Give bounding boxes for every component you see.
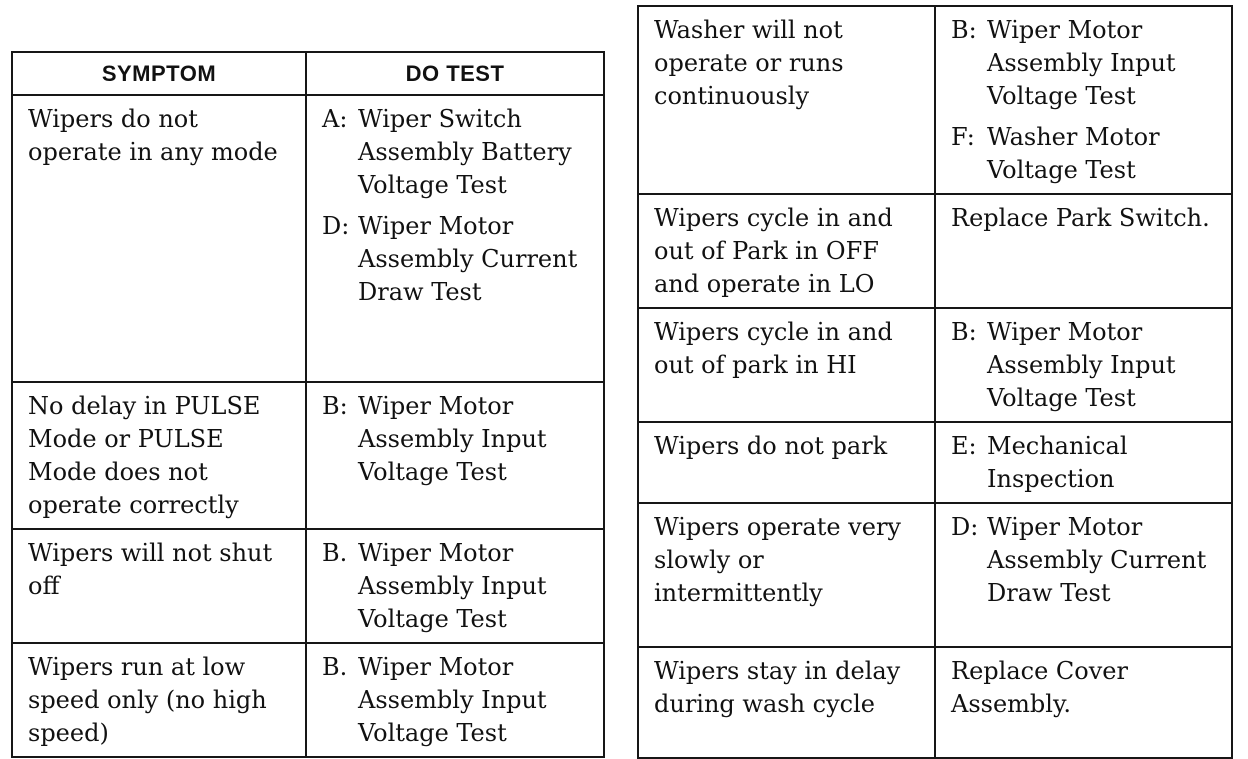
test-code: B: bbox=[322, 392, 348, 420]
symptom-cell bbox=[638, 647, 935, 758]
symptom-cell bbox=[12, 529, 306, 643]
table-header-row bbox=[12, 52, 604, 95]
test-code: B. bbox=[322, 539, 348, 567]
do-test-cell bbox=[306, 529, 604, 643]
table-row bbox=[12, 643, 604, 757]
symptom-column-header: SYMPTOM bbox=[12, 52, 306, 95]
table-row bbox=[638, 308, 1232, 422]
test-name: Wiper Motor Assembly Input Voltage Test bbox=[358, 539, 547, 633]
symptom-text: Wipers cycle in and out of Park in OFF and operate in LO bbox=[654, 204, 893, 298]
test-reference bbox=[322, 390, 593, 489]
symptom-cell bbox=[12, 382, 306, 529]
do-test-cell bbox=[935, 308, 1232, 422]
test-reference bbox=[951, 316, 1221, 415]
test-reference bbox=[951, 14, 1221, 113]
do-test-column-header: DO TEST bbox=[306, 52, 604, 95]
test-reference bbox=[322, 210, 593, 309]
action-text: Replace Park Switch. bbox=[951, 204, 1210, 232]
table-row bbox=[12, 95, 604, 382]
test-name: Wiper Motor Assembly Input Voltage Test bbox=[358, 392, 547, 486]
test-code: B: bbox=[951, 16, 977, 44]
test-reference bbox=[951, 511, 1221, 610]
test-code: F: bbox=[951, 123, 975, 151]
do-test-cell bbox=[935, 194, 1232, 308]
test-reference bbox=[322, 537, 593, 636]
test-name: Wiper Motor Assembly Current Draw Test bbox=[358, 212, 578, 306]
symptom-test-table-right bbox=[637, 5, 1233, 759]
test-code: D: bbox=[322, 212, 350, 240]
table-row bbox=[638, 647, 1232, 758]
do-test-cell bbox=[935, 647, 1232, 758]
test-code: D: bbox=[951, 513, 979, 541]
test-name: Washer Motor Voltage Test bbox=[987, 123, 1160, 184]
test-code: B. bbox=[322, 653, 348, 681]
symptom-cell bbox=[638, 308, 935, 422]
test-code: E: bbox=[951, 432, 977, 460]
symptom-text: Wipers will not shut off bbox=[28, 539, 273, 600]
do-test-cell bbox=[935, 422, 1232, 503]
table-row bbox=[12, 529, 604, 643]
symptom-cell bbox=[638, 503, 935, 647]
symptom-text: Wipers cycle in and out of park in HI bbox=[654, 318, 893, 379]
test-code: A: bbox=[322, 105, 348, 133]
symptom-test-table-left bbox=[11, 51, 605, 758]
test-reference bbox=[322, 103, 593, 202]
symptom-text: Wipers do not park bbox=[654, 432, 888, 460]
symptom-cell bbox=[12, 95, 306, 382]
test-name: Wiper Switch Assembly Battery Voltage Test bbox=[358, 105, 572, 199]
do-test-cell bbox=[935, 6, 1232, 194]
table-row bbox=[638, 194, 1232, 308]
test-reference bbox=[951, 430, 1221, 496]
table-row bbox=[638, 6, 1232, 194]
test-name: Wiper Motor Assembly Input Voltage Test bbox=[987, 16, 1176, 110]
symptom-text: Wipers do not operate in any mode bbox=[28, 105, 278, 166]
symptom-cell bbox=[638, 6, 935, 194]
test-code: B: bbox=[951, 318, 977, 346]
symptom-text: Wipers operate very slowly or intermittently bbox=[654, 513, 901, 607]
do-test-cell bbox=[935, 503, 1232, 647]
symptom-text: Washer will not operate or runs continuously bbox=[654, 16, 844, 110]
test-name: Wiper Motor Assembly Input Voltage Test bbox=[358, 653, 547, 747]
action-text: Replace Cover Assembly. bbox=[951, 657, 1128, 718]
symptom-cell bbox=[12, 643, 306, 757]
test-reference bbox=[951, 121, 1221, 187]
symptom-text: Wipers run at low speed only (no high speed) bbox=[28, 653, 267, 747]
do-test-cell bbox=[306, 95, 604, 382]
do-test-cell bbox=[306, 382, 604, 529]
test-name: Wiper Motor Assembly Input Voltage Test bbox=[987, 318, 1176, 412]
do-test-cell bbox=[306, 643, 604, 757]
symptom-text: No delay in PULSE Mode or PULSE Mode does not operate correctly bbox=[28, 392, 261, 519]
symptom-text: Wipers stay in delay during wash cycle bbox=[654, 657, 901, 718]
test-name: Mechanical Inspection bbox=[987, 432, 1128, 493]
table-row bbox=[12, 382, 604, 529]
symptom-cell bbox=[638, 194, 935, 308]
table-row bbox=[638, 422, 1232, 503]
test-reference bbox=[322, 651, 593, 750]
table-row bbox=[638, 503, 1232, 647]
symptom-cell bbox=[638, 422, 935, 503]
test-name: Wiper Motor Assembly Current Draw Test bbox=[987, 513, 1207, 607]
